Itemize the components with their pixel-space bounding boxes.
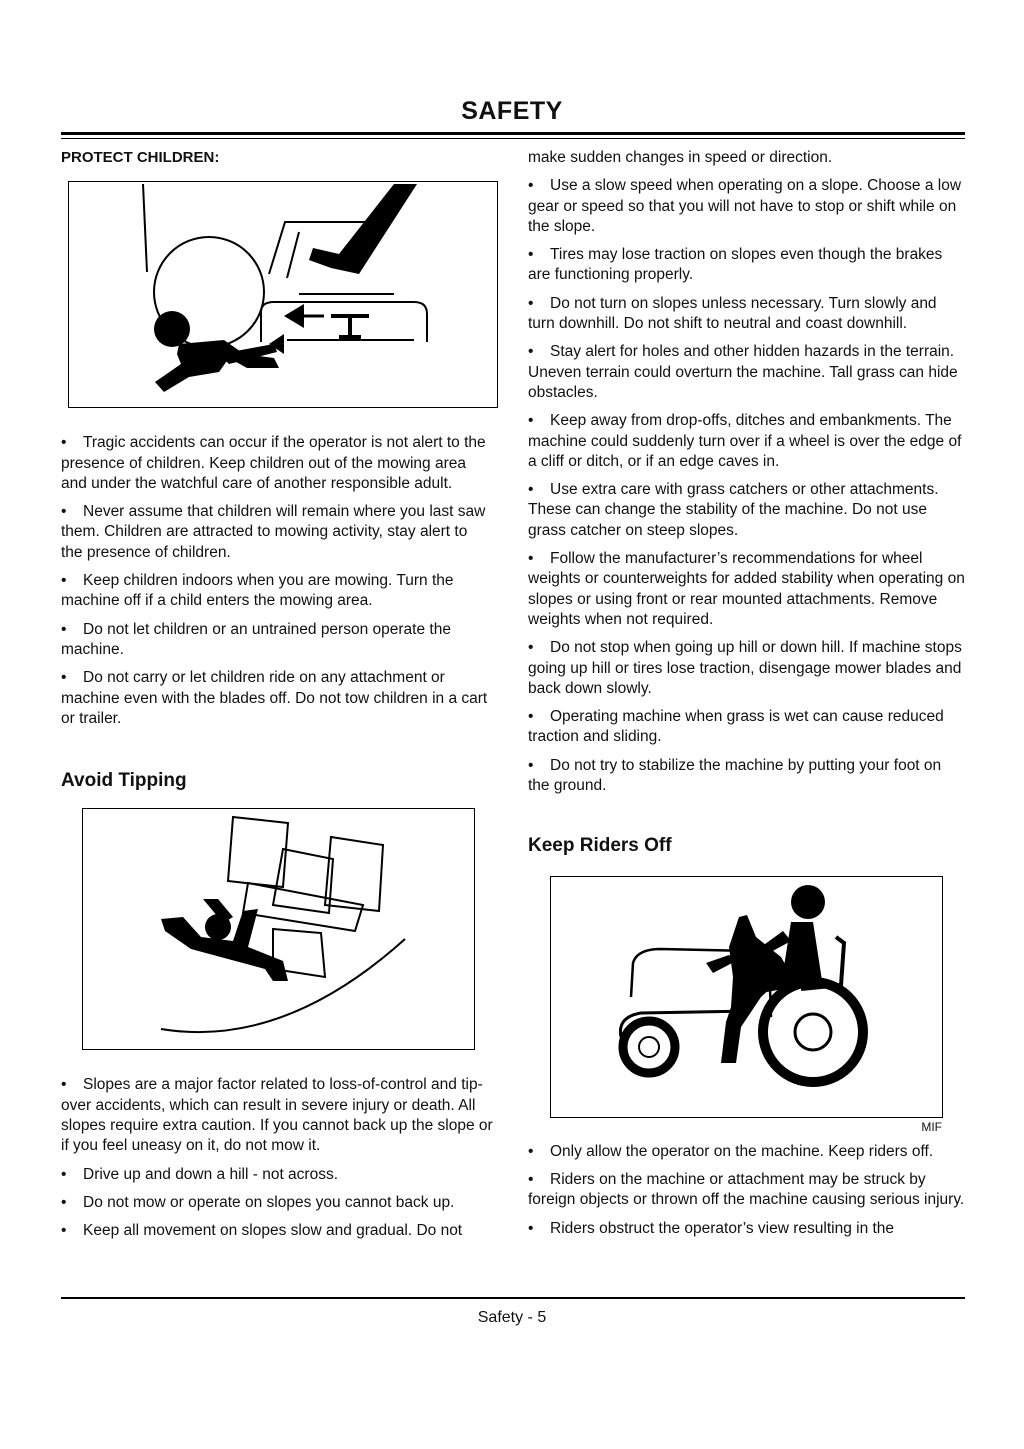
right-column (528, 148, 966, 1247)
rider-on-tractor-illustration (551, 877, 942, 1117)
protect-children-figure (68, 181, 498, 408)
page-title: SAFETY (461, 97, 563, 125)
list-item: • Use extra care with grass catchers or other attachments. These can change the stability of the machine. Do not use grass catcher on steep slopes. (528, 481, 939, 539)
list-item: • Riders on the machine or attachment may be struck by foreign objects or thrown off the machine causing serious injury. (528, 1170, 965, 1209)
header-rule-thin (61, 138, 965, 139)
keep-riders-off-figure (550, 876, 943, 1118)
list-item: • Keep away from drop-offs, ditches and embankments. The machine could suddenly turn over if a wheel is over the edge of a cliff or ditch, or if an edge caves in. (528, 412, 962, 470)
list-item: • Do not turn on slopes unless necessary. Turn slowly and turn downhill. Do not shift to neutral and coast downhill. (528, 294, 937, 333)
list-item: • Slopes are a major factor related to loss-of-control and tip-over accidents, which can result in severe injury or death. All slopes require extra caution. If you cannot back up the slope or if you feel uneasy on it, do not mow it. (61, 1076, 493, 1155)
list-item: • Use a slow speed when operating on a slope. Choose a low gear or speed so that you will not have to stop or shift while on the slope. (528, 177, 962, 235)
list-item: • Do not stop when going up hill or down hill. If machine stops going up hill or tires lose traction, disengage mower blades and back down slowly. (528, 639, 962, 697)
avoid-tipping-heading: Avoid Tipping (61, 770, 187, 792)
list-item: • Do not carry or let children ride on any attachment or machine even with the blades off. Do not tow children in a cart or trailer. (61, 669, 488, 727)
list-item: • Only allow the operator on the machine. Keep riders off. (528, 1142, 934, 1160)
list-item: • Tires may lose traction on slopes even though the brakes are functioning properly. (528, 246, 943, 284)
header-rule (61, 132, 965, 135)
list-item: • Stay alert for holes and other hidden hazards in the terrain. Uneven terrain could overturn the machine. Tall grass can hide obstacles. (528, 343, 958, 401)
avoid-tipping-figure (82, 808, 475, 1050)
list-item: • Do not try to stabilize the machine by putting your foot on the ground. (528, 756, 942, 795)
list-item: • Follow the manufacturer’s recommendations for wheel weights or counterweights for added stability when operating on slopes or using front or rear mounted attachments. Remove weights when not required. (528, 550, 965, 628)
list-item: • Tragic accidents can occur if the operator is not alert to the presence of children. Keep children out of the mowing area and under the watchful care of another responsible adult. (61, 434, 486, 492)
figure-code: MIF (921, 1119, 942, 1134)
child-under-mower-illustration (69, 182, 497, 407)
list-item: • Operating machine when grass is wet can cause reduced traction and sliding. (528, 708, 944, 746)
page-footer: Safety - 5 (477, 1309, 547, 1326)
list-item: • Riders obstruct the operator’s view resulting in the (528, 1219, 895, 1237)
tipping-tractor-illustration (83, 809, 474, 1049)
list-item: • Do not let children or an untrained person operate the machine. (61, 620, 451, 658)
list-item: • Do not mow or operate on slopes you cannot back up. (61, 1193, 455, 1211)
protect-children-heading: PROTECT CHILDREN: (61, 149, 220, 166)
list-item: • Never assume that children will remain where you last saw them. Children are attracted to mowing activity, stay alert to the presence of children. (61, 503, 486, 561)
left-column (61, 148, 493, 1250)
list-item: • Keep all movement on slopes slow and gradual. Do not (61, 1222, 463, 1240)
footer-rule (61, 1297, 965, 1299)
list-item: • Drive up and down a hill - not across. (61, 1165, 339, 1183)
list-item: • Keep children indoors when you are mowing. Turn the machine off if a child enters the mowing area. (61, 572, 454, 610)
keep-riders-off-heading: Keep Riders Off (528, 835, 672, 857)
continued-text: make sudden changes in speed or direction. (528, 149, 833, 166)
